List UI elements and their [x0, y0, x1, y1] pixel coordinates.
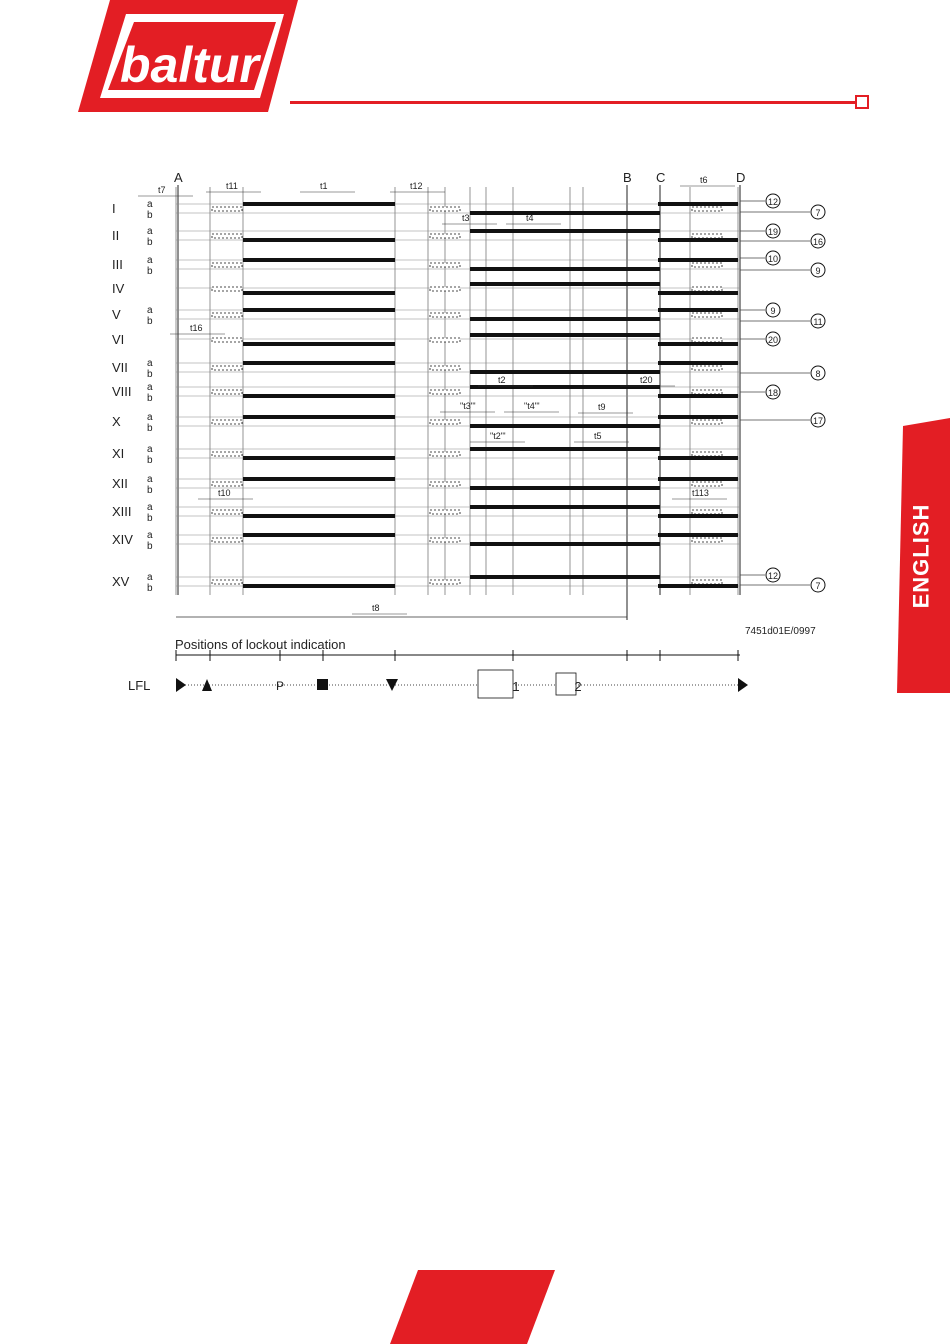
terminal-number: 16: [812, 237, 824, 247]
transition-block: [430, 338, 460, 342]
row-label-IV: IV: [112, 281, 125, 296]
transition-block: [430, 538, 460, 542]
row-sub-b: b: [147, 210, 153, 221]
row-label-XI: XI: [112, 446, 125, 461]
time-label: "t4'": [524, 401, 540, 411]
terminal-number: 17: [812, 416, 824, 426]
transition-block: [212, 482, 242, 486]
transition-block: [212, 580, 242, 584]
terminal-number: 20: [767, 335, 779, 345]
transition-block: [692, 390, 722, 394]
terminal-number: 9: [770, 306, 776, 316]
row-sub-b: b: [147, 455, 153, 466]
transition-block: [692, 420, 722, 424]
terminal-number: 7: [815, 208, 821, 218]
row-label-V: V: [112, 307, 121, 322]
transition-block: [430, 313, 460, 317]
transition-block: [430, 510, 460, 514]
transition-block: [692, 510, 722, 514]
time-label: t20: [640, 375, 653, 385]
time-label: t1: [320, 181, 328, 191]
lfl-sequence-diagram: [100, 165, 880, 715]
transition-block: [430, 390, 460, 394]
transition-block: [430, 234, 460, 238]
transition-block: [692, 313, 722, 317]
end-arrow-icon: [738, 678, 748, 692]
lockout-title: Positions of lockout indication: [175, 637, 346, 652]
time-label: t3: [462, 213, 470, 223]
terminal-number: 10: [767, 254, 779, 264]
state-bar: [658, 415, 738, 419]
row-label-I: I: [112, 201, 116, 216]
state-bar: [243, 415, 395, 419]
header-rule: [290, 101, 855, 104]
row-label-VIII: VIII: [112, 384, 132, 399]
state-bar: [470, 317, 660, 321]
transition-block: [692, 538, 722, 542]
event-label-C: C: [656, 170, 666, 185]
row-sub-a: a: [147, 226, 153, 237]
terminal-number: 12: [767, 571, 779, 581]
transition-block: [692, 580, 722, 584]
time-label: t7: [158, 185, 166, 195]
transition-block: [212, 420, 242, 424]
row-sub-b: b: [147, 513, 153, 524]
state-bar: [243, 477, 395, 481]
row-sub-b: b: [147, 237, 153, 248]
transition-block: [692, 287, 722, 291]
row-label-VII: VII: [112, 360, 128, 375]
drawing-reference: 7451d01E/0997: [745, 626, 816, 637]
transition-block: [212, 338, 242, 342]
state-bar: [470, 229, 660, 233]
transition-block: [430, 580, 460, 584]
state-bar: [470, 267, 660, 271]
state-bar: [470, 211, 660, 215]
lfl-mark-2: 2: [574, 679, 582, 694]
state-bar: [470, 370, 660, 374]
state-bar: [243, 202, 395, 206]
state-bar: [243, 258, 395, 262]
row-sub-b: b: [147, 541, 153, 552]
row-sub-a: a: [147, 502, 153, 513]
transition-block: [212, 390, 242, 394]
transition-block: [212, 234, 242, 238]
row-sub-b: b: [147, 316, 153, 327]
transition-block: [212, 207, 242, 211]
header-square-marker: [855, 95, 869, 109]
terminal-number: 7: [815, 581, 821, 591]
triangle-down-icon: [386, 679, 398, 691]
state-bar: [658, 514, 738, 518]
state-bar: [658, 533, 738, 537]
row-sub-a: a: [147, 474, 153, 485]
page-number-mark: [390, 1270, 555, 1344]
transition-block: [212, 313, 242, 317]
transition-block: [212, 263, 242, 267]
lfl-mark-1: 1: [512, 679, 520, 694]
transition-block: [430, 263, 460, 267]
time-label: t5: [594, 431, 602, 441]
state-bar: [243, 394, 395, 398]
transition-block: [692, 482, 722, 486]
state-bar: [243, 342, 395, 346]
terminal-number: 19: [767, 227, 779, 237]
time-label: t113: [692, 488, 709, 498]
row-label-VI: VI: [112, 332, 125, 347]
row-sub-a: a: [147, 305, 153, 316]
state-bar: [243, 514, 395, 518]
transition-block: [692, 207, 722, 211]
logo-text: baltur: [120, 37, 259, 93]
transition-block: [430, 287, 460, 291]
lfl-label: LFL: [128, 678, 151, 693]
transition-block: [212, 538, 242, 542]
transition-block: [430, 452, 460, 456]
state-bar: [470, 542, 660, 546]
time-label: t2: [498, 375, 506, 385]
row-sub-b: b: [147, 583, 153, 594]
state-bar: [243, 456, 395, 460]
terminal-number: 9: [815, 266, 821, 276]
state-bar: [470, 282, 660, 286]
state-bar: [243, 238, 395, 242]
time-label: t4: [526, 213, 534, 223]
time-label: "t3'": [460, 401, 476, 411]
time-label: t12: [410, 181, 423, 191]
state-bar: [470, 505, 660, 509]
state-bar: [470, 486, 660, 490]
state-bar: [470, 447, 660, 451]
time-label: t11: [226, 181, 238, 191]
state-bar: [658, 394, 738, 398]
row-sub-a: a: [147, 412, 153, 423]
state-bar: [243, 308, 395, 312]
state-bar: [658, 238, 738, 242]
row-sub-b: b: [147, 266, 153, 277]
transition-block: [692, 263, 722, 267]
state-bar: [243, 533, 395, 537]
state-bar: [658, 291, 738, 295]
event-label-D: D: [736, 170, 746, 185]
state-bar: [470, 575, 660, 579]
row-sub-a: a: [147, 444, 153, 455]
transition-block: [212, 287, 242, 291]
row-sub-a: a: [147, 572, 153, 583]
state-bar: [658, 258, 738, 262]
row-sub-b: b: [147, 393, 153, 404]
row-sub-a: a: [147, 530, 153, 541]
transition-block: [212, 452, 242, 456]
transition-block: [692, 338, 722, 342]
time-label: t10: [218, 488, 231, 498]
row-sub-a: a: [147, 358, 153, 369]
time-label: "t2'": [490, 431, 506, 441]
state-bar: [243, 584, 395, 588]
row-label-X: X: [112, 414, 121, 429]
square-icon: [317, 679, 328, 690]
transition-block: [692, 452, 722, 456]
state-bar: [658, 456, 738, 460]
row-label-XV: XV: [112, 574, 130, 589]
state-bar: [658, 584, 738, 588]
transition-block: [212, 510, 242, 514]
state-bar: [470, 333, 660, 337]
baltur-logo: [78, 0, 303, 112]
row-sub-b: b: [147, 485, 153, 496]
row-sub-a: a: [147, 382, 153, 393]
time-label: t16: [190, 323, 203, 333]
event-label-A: A: [174, 170, 183, 185]
row-sub-b: b: [147, 369, 153, 380]
state-bar: [470, 424, 660, 428]
row-label-XIV: XIV: [112, 532, 133, 547]
time-label: t8: [372, 603, 380, 613]
row-label-III: III: [112, 257, 123, 272]
row-label-XIII: XIII: [112, 504, 132, 519]
transition-block: [430, 420, 460, 424]
state-bar: [658, 342, 738, 346]
row-label-II: II: [112, 228, 120, 243]
row-label-XII: XII: [112, 476, 128, 491]
event-label-B: B: [623, 170, 632, 185]
state-bar: [658, 202, 738, 206]
state-bar: [658, 308, 738, 312]
terminal-number: 8: [815, 369, 821, 379]
lfl-mark-p: P: [275, 679, 285, 693]
play-icon: [176, 678, 186, 692]
transition-block: [692, 366, 722, 370]
transition-block: [430, 366, 460, 370]
terminal-number: 11: [813, 317, 823, 327]
transition-block: [212, 366, 242, 370]
terminal-number: 12: [767, 197, 779, 207]
transition-block: [430, 482, 460, 486]
language-tab-label: ENGLISH: [908, 503, 934, 608]
time-label: t6: [700, 175, 708, 185]
transition-block: [430, 207, 460, 211]
row-sub-b: b: [147, 423, 153, 434]
row-sub-a: a: [147, 255, 153, 266]
lockout-box-2: [556, 673, 576, 695]
state-bar: [470, 385, 660, 389]
transition-block: [692, 234, 722, 238]
terminal-number: 18: [767, 388, 779, 398]
lockout-box-1: [478, 670, 513, 698]
state-bar: [243, 291, 395, 295]
time-label: t9: [598, 402, 606, 412]
state-bar: [658, 477, 738, 481]
row-sub-a: a: [147, 199, 153, 210]
state-bar: [243, 361, 395, 365]
state-bar: [658, 361, 738, 365]
